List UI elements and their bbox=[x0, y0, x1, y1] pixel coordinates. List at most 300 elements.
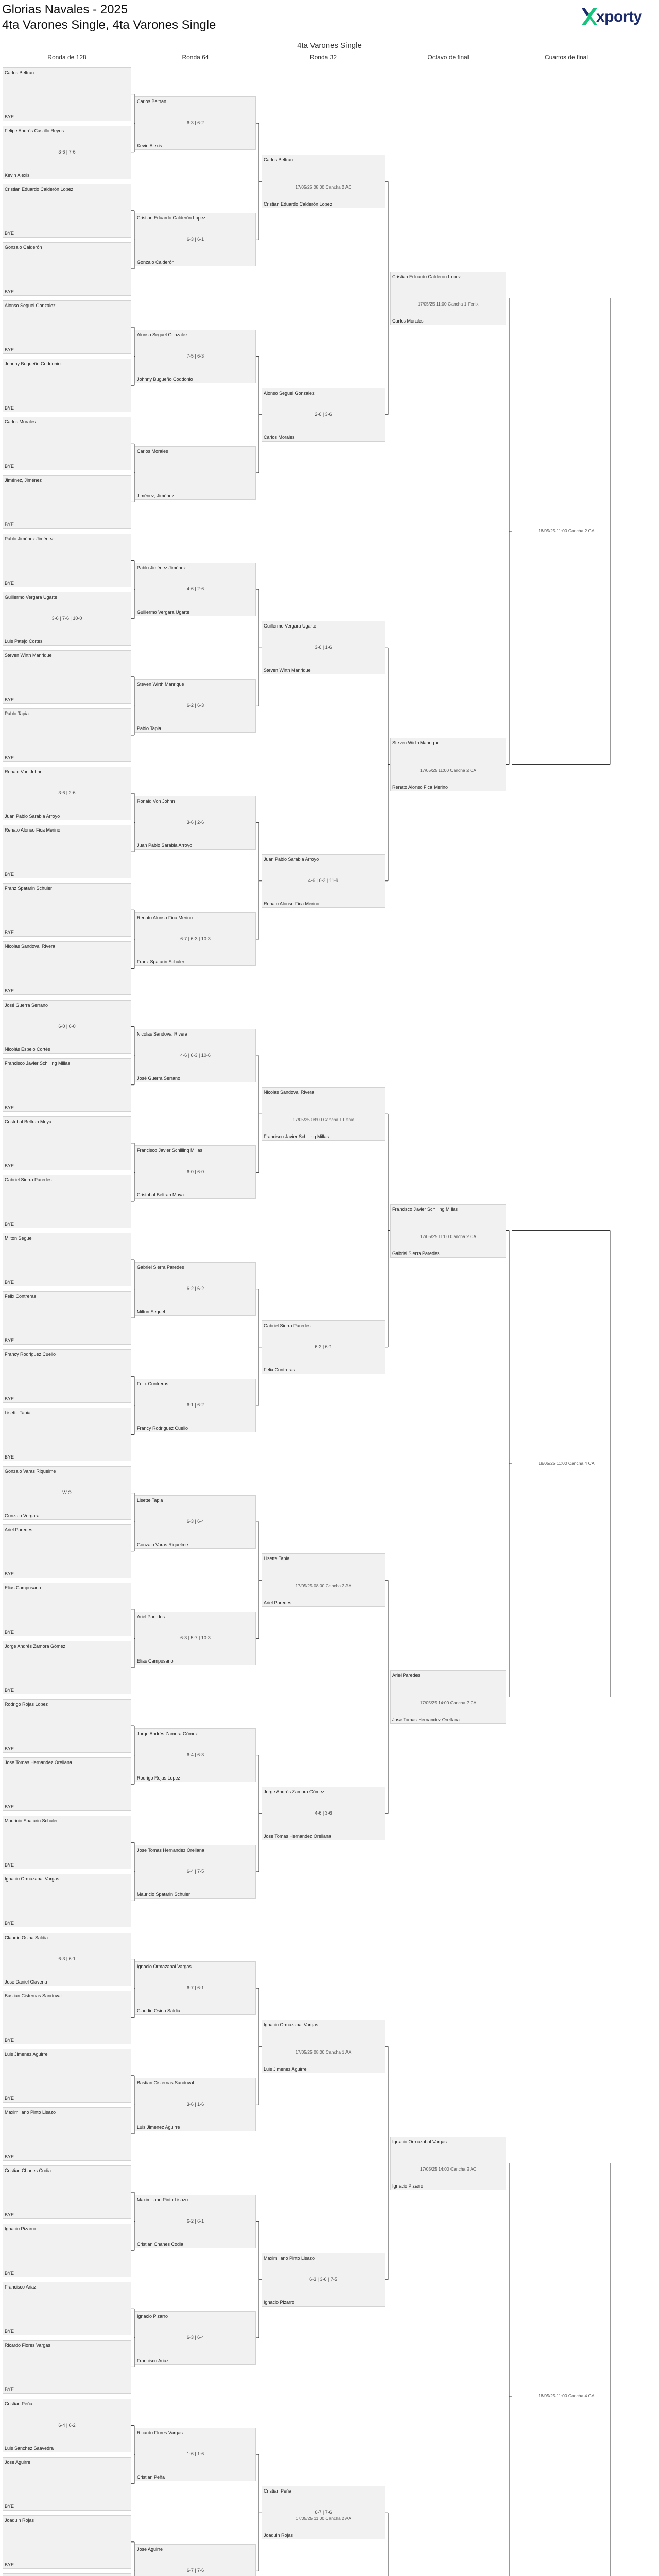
match-box bbox=[3, 534, 131, 587]
match-schedule: 18/05/25 11:00 Cancha 4 CA bbox=[538, 1461, 595, 1466]
player-name[interactable]: José Guerra Serrano bbox=[137, 1076, 181, 1081]
player-name[interactable]: Franz Spatarin Schuler bbox=[137, 959, 185, 964]
match-score: 6-4 | 7-5 bbox=[186, 1868, 204, 1874]
match-box bbox=[262, 1553, 385, 1607]
player-name[interactable]: Jorge Andrés Zamora Gómez bbox=[137, 1731, 198, 1736]
match-box bbox=[262, 854, 385, 908]
match-score: 2-6 | 3-6 bbox=[315, 411, 332, 417]
match-box bbox=[3, 1233, 131, 1286]
player-name[interactable]: Lisette Tapia bbox=[5, 1410, 31, 1416]
match-score: 1-6 | 1-6 bbox=[186, 2451, 204, 2457]
match-box bbox=[3, 1699, 131, 1753]
match-box bbox=[3, 1874, 131, 1927]
player-name[interactable]: BYE bbox=[5, 580, 14, 586]
match-score: 6-7 | 6-3 | 10-3 bbox=[180, 936, 211, 941]
match-score: 6-2 | 6-1 bbox=[186, 2218, 204, 2224]
player-name[interactable]: Gonzalo Vergara bbox=[5, 1513, 40, 1518]
player-name[interactable]: Luis Patejo Cortes bbox=[5, 638, 43, 644]
match-score: 6-2 | 6-1 bbox=[315, 1344, 332, 1349]
player-name[interactable]: José Guerra Serrano bbox=[5, 1002, 48, 1008]
player-name[interactable]: Maximiliano Pinto Lisazo bbox=[5, 2109, 56, 2115]
player-name[interactable]: Franz Spatarin Schuler bbox=[5, 886, 53, 891]
player-name[interactable]: Jiménez, Jiménez bbox=[137, 493, 175, 498]
player-name[interactable]: Nicolas Sandoval Rivera bbox=[5, 944, 56, 950]
category-name: 4ta Varones Single, 4ta Varones Single bbox=[2, 18, 216, 32]
player-name[interactable]: Gonzalo Varas Riquelme bbox=[137, 1542, 188, 1548]
player-name[interactable]: Gabriel Sierra Paredes bbox=[137, 1264, 184, 1270]
player-name[interactable]: BYE bbox=[5, 2037, 14, 2043]
player-name[interactable]: BYE bbox=[5, 1396, 14, 1402]
tournament-title bbox=[2, 2, 216, 33]
match-box bbox=[3, 67, 131, 121]
match-schedule: 18/05/25 11:00 Cancha 2 CA bbox=[538, 528, 595, 533]
player-name[interactable]: Felix Contreras bbox=[264, 1367, 296, 1372]
player-name[interactable]: Francisco Javier Schilling Millas bbox=[264, 1134, 330, 1140]
match-box bbox=[135, 1029, 256, 1082]
match-box bbox=[135, 1612, 256, 1665]
match-score: 4-6 | 6-3 | 10-6 bbox=[180, 1053, 211, 1058]
player-name[interactable]: Cristian Eduardo Calderón Lopez bbox=[5, 186, 74, 192]
match-score: 4-6 | 2-6 bbox=[186, 586, 204, 592]
player-name[interactable]: Juan Pablo Sarabia Arroyo bbox=[264, 856, 319, 862]
player-name[interactable]: Nicolas Sandoval Rivera bbox=[264, 1090, 315, 1095]
player-name[interactable]: Luis Jimenez Aguirre bbox=[137, 2125, 180, 2130]
match-box bbox=[3, 1641, 131, 1694]
player-name[interactable]: Francisco Javier Schilling Millas bbox=[137, 1148, 203, 1154]
match-score: W.O bbox=[62, 1489, 72, 1495]
match-box bbox=[3, 1058, 131, 1112]
match-box bbox=[135, 2078, 256, 2131]
player-name[interactable]: Mauricio Spatarin Schuler bbox=[5, 1818, 58, 1824]
player-name[interactable]: Maximiliano Pinto Lisazo bbox=[264, 2255, 315, 2261]
player-name[interactable]: Ariel Paredes bbox=[264, 1600, 292, 1606]
player-name[interactable]: Rodrigo Rojas Lopez bbox=[5, 1702, 48, 1707]
match-schedule: 17/05/25 08:00 Cancha 1 Fenix bbox=[292, 1117, 354, 1123]
player-name[interactable]: Ignacio Pizarro bbox=[137, 2313, 168, 2319]
player-name[interactable]: Gonzalo Calderón bbox=[137, 260, 175, 265]
player-name[interactable]: Steven Wirth Manrique bbox=[392, 740, 440, 745]
player-name[interactable]: Ronald Von Johnn bbox=[5, 769, 43, 775]
match-score: 6-3 | 6-4 bbox=[186, 1519, 204, 1524]
player-name[interactable]: Kevin Alexis bbox=[137, 143, 162, 149]
player-name[interactable]: Renato Alonso Fica Merino bbox=[264, 901, 320, 906]
player-name[interactable]: Guillermo Vergara Ugarte bbox=[5, 594, 58, 600]
player-name[interactable]: Cristian Chanes Codia bbox=[5, 2168, 51, 2174]
match-schedule: 17/05/25 14:00 Cancha 2 AC bbox=[420, 2166, 477, 2172]
match-schedule: 17/05/25 08:00 Cancha 1 AA bbox=[295, 2049, 352, 2055]
player-name[interactable]: Jose Tomas Hernandez Orellana bbox=[5, 1760, 72, 1766]
player-name[interactable]: Bastian Cisternas Sandoval bbox=[137, 2080, 194, 2086]
player-name[interactable]: Francisco Ariaz bbox=[137, 2358, 169, 2363]
player-name[interactable]: Jose Aguirre bbox=[137, 2547, 163, 2552]
tournament-name: Glorias Navales - 2025 bbox=[2, 3, 128, 16]
match-score: 4-6 | 6-3 | 11-9 bbox=[308, 877, 339, 883]
player-name[interactable]: Francy Rodriguez Cuello bbox=[5, 1352, 56, 1358]
match-score: 4-6 | 3-6 bbox=[315, 1810, 332, 1816]
player-name[interactable]: Francisco Javier Schilling Millas bbox=[5, 1060, 71, 1066]
match-score: 6-4 | 6-3 bbox=[186, 1752, 204, 1757]
player-name[interactable]: BYE bbox=[5, 289, 14, 294]
match-box bbox=[135, 1495, 256, 1549]
match-box bbox=[3, 941, 131, 995]
match-box bbox=[3, 2340, 131, 2394]
player-name[interactable]: Steven Wirth Manrique bbox=[264, 668, 311, 673]
page-header bbox=[0, 0, 659, 37]
xporty-x-icon bbox=[580, 6, 597, 27]
player-name[interactable]: BYE bbox=[5, 755, 14, 760]
player-name[interactable]: Lisette Tapia bbox=[137, 1498, 163, 1503]
match-box bbox=[3, 2165, 131, 2219]
match-score: 6-3 | 6-1 bbox=[58, 1956, 76, 1961]
player-name[interactable]: BYE bbox=[5, 1163, 14, 1168]
player-name[interactable]: Gabriel Sierra Paredes bbox=[392, 1250, 440, 1256]
player-name[interactable]: BYE bbox=[5, 872, 14, 877]
player-name[interactable]: Elias Campusano bbox=[5, 1585, 41, 1590]
match-score: 3-6 | 7-6 | 10-0 bbox=[51, 615, 82, 621]
player-name[interactable]: Guillermo Vergara Ugarte bbox=[264, 623, 317, 629]
match-box bbox=[135, 796, 256, 850]
player-name[interactable]: Carlos Morales bbox=[5, 419, 36, 425]
match-box bbox=[262, 2486, 385, 2539]
player-name[interactable]: Claudio Osina Saldia bbox=[5, 1935, 48, 1940]
match-box bbox=[3, 708, 131, 762]
player-name[interactable]: Steven Wirth Manrique bbox=[5, 652, 52, 658]
player-name[interactable]: Jorge Andrés Zamora Gómez bbox=[264, 1789, 325, 1794]
player-name[interactable]: BYE bbox=[5, 464, 14, 469]
match-score: 6-3 | 6-1 bbox=[186, 236, 204, 242]
player-name[interactable]: Gabriel Sierra Paredes bbox=[264, 1323, 311, 1328]
player-name[interactable]: Francisco Javier Schilling Millas bbox=[392, 1206, 458, 1212]
player-name[interactable]: Carlos Beltran bbox=[264, 157, 293, 163]
player-name[interactable]: Ignacio Pizarro bbox=[264, 2299, 295, 2305]
match-box bbox=[262, 388, 385, 442]
player-name[interactable]: Lisette Tapia bbox=[264, 1556, 290, 1562]
match-box bbox=[3, 1583, 131, 1636]
player-name[interactable]: BYE bbox=[5, 1687, 14, 1693]
player-name[interactable]: BYE bbox=[5, 697, 14, 702]
player-name[interactable]: Francy Rodriguez Cuello bbox=[137, 1425, 188, 1431]
player-name[interactable]: Jorge Andrés Zamora Gómez bbox=[5, 1643, 66, 1649]
match-box bbox=[135, 912, 256, 966]
match-box bbox=[262, 621, 385, 674]
match-box bbox=[135, 446, 256, 500]
player-name[interactable]: Mauricio Spatarin Schuler bbox=[137, 1891, 190, 1897]
player-name[interactable]: Gabriel Sierra Paredes bbox=[5, 1177, 52, 1182]
match-box bbox=[3, 242, 131, 296]
player-name[interactable]: Felix Contreras bbox=[137, 1381, 169, 1386]
match-box bbox=[3, 1524, 131, 1578]
player-name[interactable]: Jose Aguirre bbox=[5, 2459, 31, 2465]
player-name[interactable]: Cristobal Beltran Moya bbox=[5, 1118, 52, 1124]
match-box bbox=[3, 1349, 131, 1403]
player-name[interactable]: Alonso Seguel Gonzalez bbox=[137, 332, 188, 337]
player-name[interactable]: Jose Tomas Hernandez Orellana bbox=[264, 1833, 331, 1839]
player-name[interactable]: Bastian Cisternas Sandoval bbox=[5, 1993, 62, 1998]
player-name[interactable]: BYE bbox=[5, 347, 14, 353]
match-score: 6-1 | 6-2 bbox=[186, 1402, 204, 1408]
player-name[interactable]: Milton Seguel bbox=[137, 1309, 165, 1314]
match-score: 6-2 | 6-3 bbox=[186, 703, 204, 708]
player-name[interactable]: Ariel Paredes bbox=[5, 1527, 33, 1532]
match-box bbox=[135, 1845, 256, 1899]
match-schedule: 17/05/25 14:00 Cancha 2 CA bbox=[420, 1700, 477, 1705]
player-name[interactable]: Renato Alonso Fica Merino bbox=[392, 784, 448, 790]
match-schedule: 17/05/25 11:00 Cancha 2 AA bbox=[295, 2516, 352, 2521]
match-box bbox=[3, 1175, 131, 1228]
match-box bbox=[262, 1320, 385, 1374]
match-score: 7-5 | 6-3 bbox=[186, 353, 204, 359]
match-score: 6-0 | 6-0 bbox=[186, 1169, 204, 1175]
player-name[interactable]: Carlos Morales bbox=[264, 434, 295, 440]
match-box bbox=[3, 767, 131, 820]
player-name[interactable]: Cristobal Beltran Moya bbox=[137, 1192, 184, 1198]
player-name[interactable]: Rodrigo Rojas Lopez bbox=[137, 1775, 181, 1781]
player-name[interactable]: Jiménez, Jiménez bbox=[5, 478, 42, 483]
match-box bbox=[135, 213, 256, 266]
player-name[interactable]: Ignacio Ormazabal Vargas bbox=[137, 1964, 192, 1970]
player-name[interactable]: Joaquin Rojas bbox=[5, 2517, 34, 2523]
match-box bbox=[135, 2195, 256, 2248]
player-name[interactable]: Ariel Paredes bbox=[392, 1672, 421, 1678]
match-box bbox=[135, 1728, 256, 1782]
match-schedule: 17/05/25 11:00 Cancha 2 CA bbox=[420, 767, 476, 773]
match-box bbox=[3, 417, 131, 470]
player-name[interactable]: BYE bbox=[5, 2212, 14, 2218]
match-box bbox=[390, 2137, 506, 2190]
player-name[interactable]: Ignacio Ormazabal Vargas bbox=[5, 1876, 59, 1882]
match-box bbox=[3, 1933, 131, 1986]
match-score: 6-3 | 6-2 bbox=[186, 120, 204, 126]
match-score: 6-3 | 6-4 bbox=[186, 2334, 204, 2340]
player-name[interactable]: BYE bbox=[5, 1280, 14, 1285]
match-box bbox=[390, 1204, 506, 1258]
match-box bbox=[3, 300, 131, 354]
match-box bbox=[3, 1116, 131, 1170]
player-name[interactable]: Nicolas Sandoval Rivera bbox=[137, 1031, 188, 1037]
match-box bbox=[262, 2253, 385, 2307]
match-box bbox=[135, 1145, 256, 1199]
player-name[interactable]: BYE bbox=[5, 1629, 14, 1635]
player-name[interactable]: Ignacio Ormazabal Vargas bbox=[392, 2139, 447, 2144]
match-box bbox=[3, 2399, 131, 2452]
round-header: Cuartos de final bbox=[544, 54, 588, 61]
player-name[interactable]: BYE bbox=[5, 230, 14, 236]
match-box bbox=[3, 2515, 131, 2569]
player-name[interactable]: Carlos Beltran bbox=[5, 70, 34, 75]
player-name[interactable]: Carlos Morales bbox=[137, 448, 168, 454]
player-name[interactable]: Steven Wirth Manrique bbox=[137, 682, 184, 687]
player-name[interactable]: BYE bbox=[5, 405, 14, 411]
player-name[interactable]: Cristian Peña bbox=[5, 2401, 33, 2406]
player-name[interactable]: BYE bbox=[5, 1105, 14, 1110]
player-name[interactable]: BYE bbox=[5, 2154, 14, 2159]
round-header: Octavo de final bbox=[427, 54, 469, 61]
player-name[interactable]: Ignacio Pizarro bbox=[392, 2183, 424, 2189]
match-box bbox=[135, 2311, 256, 2365]
match-box bbox=[3, 2282, 131, 2335]
xporty-logo[interactable] bbox=[577, 2, 654, 35]
player-name[interactable]: Cristian Eduardo Calderón Lopez bbox=[392, 274, 461, 279]
player-name[interactable]: BYE bbox=[5, 2503, 14, 2509]
match-box bbox=[3, 2573, 131, 2576]
match-box bbox=[135, 563, 256, 616]
match-box bbox=[3, 2107, 131, 2161]
match-box bbox=[390, 272, 506, 325]
match-score: 6-7 | 6-1 bbox=[186, 1985, 204, 1991]
player-name[interactable]: BYE bbox=[5, 1921, 14, 1926]
match-box bbox=[3, 1408, 131, 1461]
player-name[interactable]: Cristian Chanes Codia bbox=[137, 2241, 184, 2247]
match-schedule: 18/05/25 11:00 Cancha 4 CA bbox=[538, 2393, 595, 2398]
player-name[interactable]: BYE bbox=[5, 2270, 14, 2276]
round-header: Ronda 64 bbox=[182, 54, 209, 61]
player-name[interactable]: BYE bbox=[5, 2095, 14, 2101]
player-name[interactable]: Luis Sanchez Saavedra bbox=[5, 2445, 54, 2451]
match-schedule: 17/05/25 11:00 Cancha 2 CA bbox=[420, 1233, 476, 1239]
player-name[interactable]: Cristian Peña bbox=[264, 2488, 292, 2494]
player-name[interactable]: Renato Alonso Fica Merino bbox=[5, 827, 61, 833]
player-name[interactable]: Carlos Morales bbox=[392, 318, 424, 324]
player-name[interactable]: BYE bbox=[5, 1221, 14, 1227]
player-name[interactable]: Jose Daniel Claveria bbox=[5, 1979, 47, 1985]
player-name[interactable]: BYE bbox=[5, 1338, 14, 1344]
player-name[interactable]: Milton Seguel bbox=[5, 1235, 33, 1241]
match-box bbox=[3, 2457, 131, 2511]
match-box bbox=[135, 679, 256, 733]
player-name[interactable]: BYE bbox=[5, 1804, 14, 1810]
player-name[interactable]: Felix Contreras bbox=[5, 1294, 37, 1299]
match-box bbox=[135, 1961, 256, 2015]
player-name[interactable]: BYE bbox=[5, 930, 14, 936]
player-name[interactable]: Ricardo Flores Vargas bbox=[137, 2430, 183, 2436]
match-box bbox=[3, 1991, 131, 2044]
player-name[interactable]: BYE bbox=[5, 1862, 14, 1868]
player-name[interactable]: BYE bbox=[5, 522, 14, 528]
match-schedule: 17/05/25 11:00 Cancha 1 Fenix bbox=[418, 301, 479, 307]
draw-title: 4ta Varones Single bbox=[297, 41, 362, 50]
player-name[interactable]: BYE bbox=[5, 1571, 14, 1577]
round-header: Ronda de 128 bbox=[47, 54, 86, 61]
player-name[interactable]: Johnny Bugueño Coddonio bbox=[137, 376, 193, 382]
player-name[interactable]: Pablo Tapia bbox=[5, 710, 29, 716]
match-box bbox=[262, 1787, 385, 1840]
player-name[interactable]: BYE bbox=[5, 1454, 14, 1460]
match-box bbox=[135, 330, 256, 383]
match-box bbox=[3, 126, 131, 179]
player-name[interactable]: Cristian Eduardo Calderón Lopez bbox=[137, 215, 206, 221]
player-name[interactable]: BYE bbox=[5, 2562, 14, 2567]
player-name[interactable]: BYE bbox=[5, 2329, 14, 2334]
match-score: 6-7 | 7-6 bbox=[315, 2510, 332, 2515]
match-box bbox=[3, 1466, 131, 1520]
match-box bbox=[3, 825, 131, 878]
player-name[interactable]: Gonzalo Calderón bbox=[5, 244, 42, 250]
match-score: 6-2 | 6-2 bbox=[186, 1285, 204, 1291]
match-score: 3-6 | 7-6 bbox=[58, 149, 76, 155]
player-name[interactable]: Joaquin Rojas bbox=[264, 2533, 293, 2538]
match-score: 6-4 | 6-2 bbox=[58, 2422, 76, 2428]
match-box bbox=[3, 184, 131, 238]
player-name[interactable]: Johnny Bugueño Coddonio bbox=[5, 361, 61, 367]
match-box bbox=[390, 738, 506, 791]
match-score: 3-6 | 1-6 bbox=[186, 2102, 204, 2107]
player-name[interactable]: Ronald Von Johnn bbox=[137, 798, 175, 804]
player-name[interactable]: Luis Jimenez Aguirre bbox=[264, 2066, 307, 2072]
match-box bbox=[262, 1087, 385, 1141]
match-box bbox=[262, 155, 385, 208]
player-name[interactable]: Jose Tomas Hernandez Orellana bbox=[137, 1847, 204, 1853]
player-name[interactable]: Nicolás Espejo Cortés bbox=[5, 1046, 50, 1052]
match-score: 3-6 | 1-6 bbox=[315, 645, 332, 650]
match-score: 6-3 | 5-7 | 10-3 bbox=[180, 1635, 211, 1641]
player-name[interactable]: Pablo Jiménez Jiménez bbox=[5, 536, 54, 541]
match-schedule: 17/05/25 08:00 Cancha 2 AC bbox=[295, 184, 352, 190]
player-name[interactable]: Felipe Andrés Castillo Reyes bbox=[5, 128, 64, 133]
player-name[interactable]: Gonzalo Varas Riquelme bbox=[5, 1468, 56, 1474]
player-name[interactable]: Pablo Tapia bbox=[137, 726, 161, 732]
match-box bbox=[3, 1291, 131, 1345]
match-box bbox=[3, 1757, 131, 1811]
match-box bbox=[390, 1670, 506, 1724]
player-name[interactable]: Guillermo Vergara Ugarte bbox=[137, 609, 190, 615]
match-box bbox=[135, 96, 256, 150]
player-name[interactable]: Maximiliano Pinto Lisazo bbox=[137, 2197, 188, 2202]
player-name[interactable]: Elias Campusano bbox=[137, 1658, 174, 1664]
player-name[interactable]: Carlos Beltran bbox=[137, 99, 167, 105]
player-name[interactable]: Alonso Seguel Gonzalez bbox=[264, 390, 315, 396]
player-name[interactable]: Alonso Seguel Gonzalez bbox=[5, 303, 56, 309]
match-box bbox=[135, 2428, 256, 2481]
match-box bbox=[3, 883, 131, 937]
player-name[interactable]: Juan Pablo Sarabia Arroyo bbox=[137, 842, 193, 848]
player-name[interactable]: Pablo Jiménez Jiménez bbox=[137, 565, 186, 571]
player-name[interactable]: Ariel Paredes bbox=[137, 1614, 165, 1620]
round-header: Ronda 32 bbox=[309, 54, 337, 61]
player-name[interactable]: Claudio Osina Saldia bbox=[137, 2008, 181, 2014]
player-name[interactable]: BYE bbox=[5, 114, 14, 120]
match-box bbox=[3, 475, 131, 529]
match-box bbox=[135, 1262, 256, 1316]
player-name[interactable]: Cristian Peña bbox=[137, 2475, 165, 2480]
draw-bracket bbox=[0, 65, 659, 2576]
player-name[interactable]: Ignacio Ormazabal Vargas bbox=[264, 2022, 318, 2028]
match-box bbox=[3, 2049, 131, 2103]
match-box bbox=[135, 2544, 256, 2576]
player-name[interactable]: Francisco Ariaz bbox=[5, 2284, 37, 2290]
match-score: 3-6 | 2-6 bbox=[58, 790, 76, 796]
player-name[interactable]: Cristian Eduardo Calderón Lopez bbox=[264, 201, 333, 207]
match-box bbox=[3, 650, 131, 704]
match-score: 6-3 | 3-6 | 7-5 bbox=[309, 2276, 337, 2282]
xporty-logo-text: xporty bbox=[596, 8, 642, 25]
player-name[interactable]: Jose Tomas Hernandez Orellana bbox=[392, 1717, 460, 1722]
player-name[interactable]: BYE bbox=[5, 988, 14, 994]
match-score: 6-7 | 7-6 bbox=[186, 2568, 204, 2573]
match-score: 6-0 | 6-0 bbox=[58, 1023, 76, 1029]
player-name[interactable]: BYE bbox=[5, 1746, 14, 1752]
player-name[interactable]: BYE bbox=[5, 2387, 14, 2393]
match-box bbox=[3, 1816, 131, 1869]
player-name[interactable]: Kevin Alexis bbox=[5, 172, 30, 178]
match-score: 3-6 | 2-6 bbox=[186, 819, 204, 825]
match-box bbox=[3, 2224, 131, 2277]
player-name[interactable]: Ricardo Flores Vargas bbox=[5, 2343, 50, 2348]
player-name[interactable]: Luis Jimenez Aguirre bbox=[5, 2051, 48, 2057]
player-name[interactable]: Renato Alonso Fica Merino bbox=[137, 914, 193, 920]
player-name[interactable]: Ignacio Pizarro bbox=[5, 2226, 36, 2232]
player-name[interactable]: Juan Pablo Sarabia Arroyo bbox=[5, 814, 60, 819]
match-box bbox=[262, 2020, 385, 2073]
